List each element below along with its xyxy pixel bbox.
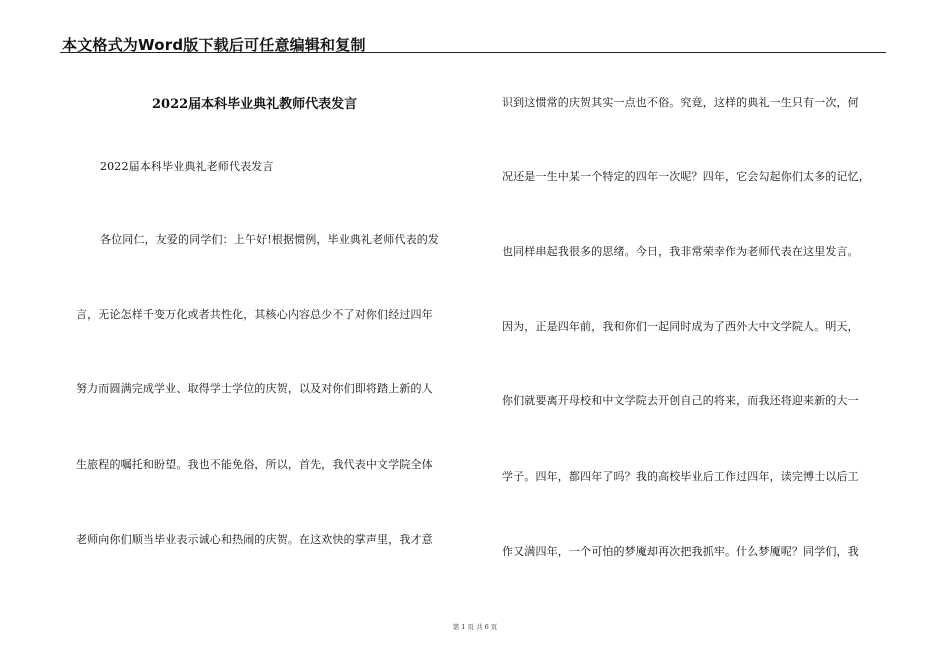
body-line: 也同样串起我很多的思绪。今日，我非常荣幸作为老师代表在这里发言。 xyxy=(502,245,859,258)
body-line: 作又满四年，一个可怕的梦魇却再次把我抓牢。什么梦魇呢？同学们，我 xyxy=(502,545,859,558)
banner-divider xyxy=(60,52,886,53)
body-line: 你们就要离开母校和中文学院去开创自己的将来，而我还将迎来新的大一 xyxy=(502,394,859,407)
page-number-footer: 第 1 页 共 6 页 xyxy=(452,623,498,631)
body-line: 努力而圆满完成学业、取得学士学位的庆贺，以及对你们即将踏上新的人 xyxy=(76,382,433,395)
subtitle-line: 2022届本科毕业典礼老师代表发言 xyxy=(100,160,274,173)
body-line: 老师向你们顺当毕业表示诚心和热闹的庆贺。在这欢快的掌声里，我才意 xyxy=(76,533,433,546)
body-line: 生旅程的嘱托和盼望。我也不能免俗，所以，首先，我代表中文学院全体 xyxy=(76,458,433,471)
body-line: 因为，正是四年前，我和你们一起同时成为了西外大中文学院人。明天， xyxy=(502,320,859,333)
body-line: 况还是一生中某一个特定的四年一次呢？四年，它会勾起你们太多的记忆， xyxy=(502,170,870,183)
body-line: 识到这惯常的庆贺其实一点也不俗。究竟，这样的典礼一生只有一次，何 xyxy=(502,96,859,109)
document-title: 2022届本科毕业典礼教师代表发言 xyxy=(152,97,358,112)
body-line: 学子。四年，都四年了吗？我的高校毕业后工作过四年，读完博士以后工 xyxy=(502,470,859,483)
body-line: 各位同仁，友爱的同学们：上午好!根据惯例，毕业典礼老师代表的发 xyxy=(100,233,440,246)
download-banner: 本文格式为Word版下载后可任意编辑和复制 xyxy=(62,36,366,54)
body-line: 言，无论怎样千变万化或者共性化，其核心内容总少不了对你们经过四年 xyxy=(76,308,433,321)
